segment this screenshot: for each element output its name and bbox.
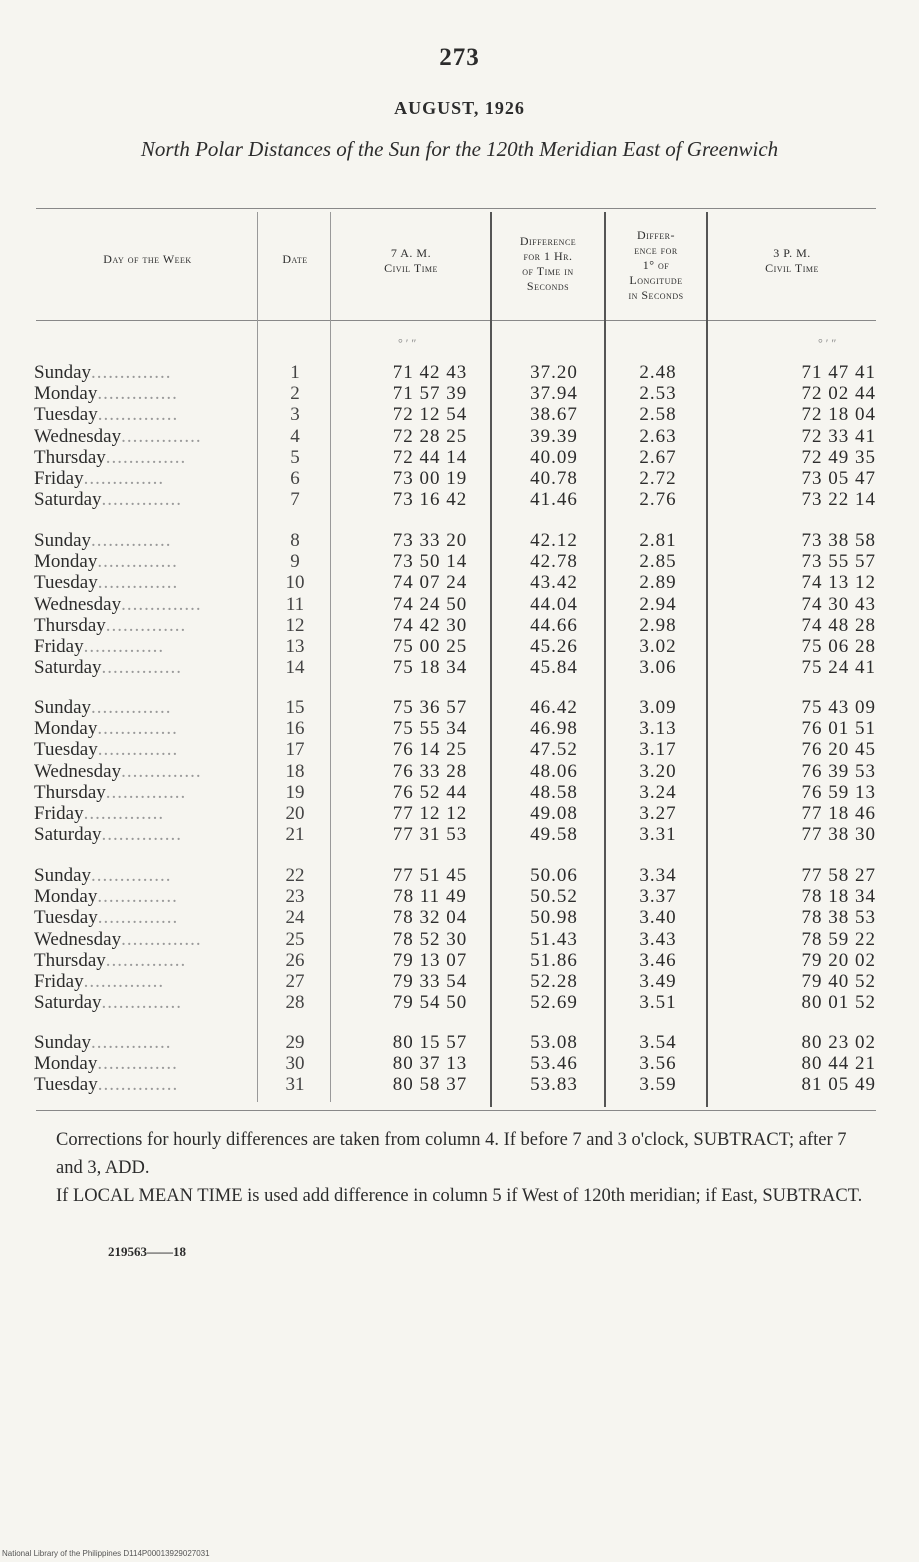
cell-3pm: 76 59 13 bbox=[801, 781, 876, 803]
cell-day: Saturday ..... bbox=[34, 489, 182, 511]
cell-3pm: 73 05 47 bbox=[801, 468, 876, 489]
cell-diff-hour: 42.12 bbox=[530, 530, 578, 551]
header-date bbox=[262, 252, 328, 267]
cell-date: 18 bbox=[285, 760, 305, 782]
table-row bbox=[0, 447, 919, 469]
table-subtitle: North Polar Distances of the Sun for the 120th Meridian East of Greenwich bbox=[140, 137, 779, 161]
cell-date: 19 bbox=[285, 781, 305, 803]
header-diff2-line3: 1° of bbox=[642, 258, 670, 272]
cell-date: 9 bbox=[290, 551, 300, 573]
cell-3pm: 71 47 41 bbox=[801, 362, 876, 383]
cell-diff-longitude: 3.17 bbox=[639, 739, 677, 761]
cell-3pm: 76 20 45 bbox=[801, 739, 876, 761]
header-7am-line2: Civil Time bbox=[384, 261, 438, 275]
table-row bbox=[0, 383, 919, 405]
table-row bbox=[0, 971, 919, 993]
note-line-1: Corrections for hourly differences are taken from column 4. If before 7 and 3 o'clock, SUBTRACT; after 7 and 3, ADD. bbox=[56, 1130, 847, 1178]
cell-day: Thursday ..... bbox=[34, 782, 186, 804]
table-row bbox=[0, 803, 919, 825]
table-row bbox=[0, 551, 919, 573]
cell-3pm: 72 49 35 bbox=[801, 446, 876, 468]
cell-3pm: 75 06 28 bbox=[801, 636, 876, 657]
table-row bbox=[0, 718, 919, 740]
cell-7am: 73 00 19 bbox=[392, 468, 468, 489]
cell-7am: 80 37 13 bbox=[392, 1053, 468, 1075]
cell-7am: 76 52 44 bbox=[392, 781, 468, 803]
cell-7am: 77 31 53 bbox=[392, 824, 468, 846]
footer-tag: National Library of the Philippines D114P00013929027031 bbox=[2, 1549, 210, 1558]
cell-diff-longitude: 3.51 bbox=[639, 992, 677, 1014]
cell-diff-hour: 37.94 bbox=[530, 383, 578, 405]
table-row bbox=[0, 886, 919, 908]
cell-7am: 75 55 34 bbox=[392, 718, 468, 740]
cell-date: 29 bbox=[285, 1032, 305, 1053]
table-row bbox=[0, 824, 919, 846]
cell-3pm: 72 02 44 bbox=[801, 383, 876, 405]
cell-diff-hour: 53.83 bbox=[530, 1074, 578, 1096]
cell-diff-hour: 47.52 bbox=[530, 739, 578, 761]
cell-diff-hour: 49.08 bbox=[530, 803, 578, 824]
table-row bbox=[0, 865, 919, 887]
table-row bbox=[0, 697, 919, 719]
table-row bbox=[0, 761, 919, 783]
cell-diff-longitude: 2.89 bbox=[639, 572, 677, 594]
cell-7am: 80 15 57 bbox=[392, 1032, 468, 1053]
cell-day: Sunday ..... bbox=[34, 865, 172, 887]
cell-7am: 73 33 20 bbox=[392, 530, 468, 551]
table-top-rule bbox=[36, 208, 876, 209]
cell-diff-hour: 44.04 bbox=[530, 593, 578, 615]
cell-7am: 74 07 24 bbox=[392, 572, 468, 594]
table-row bbox=[0, 739, 919, 761]
cell-day: Monday ..... bbox=[34, 718, 178, 740]
cell-day: Sunday ..... bbox=[34, 697, 172, 719]
cell-7am: 76 33 28 bbox=[392, 760, 468, 782]
table-row bbox=[0, 489, 919, 511]
cell-diff-longitude: 3.59 bbox=[639, 1074, 677, 1096]
cell-day: Sunday ..... bbox=[34, 530, 172, 552]
cell-date: 31 bbox=[285, 1074, 305, 1096]
cell-diff-longitude: 2.81 bbox=[639, 530, 677, 551]
cell-day: Sunday ..... bbox=[34, 362, 172, 384]
cell-diff-hour: 53.46 bbox=[530, 1053, 578, 1075]
cell-diff-hour: 46.42 bbox=[530, 697, 578, 718]
header-diff2-line4: Longitude bbox=[629, 273, 683, 287]
cell-3pm: 80 01 52 bbox=[801, 992, 876, 1014]
table-row bbox=[0, 929, 919, 951]
cell-day: Sunday ..... bbox=[34, 1032, 172, 1054]
cell-day: Monday ..... bbox=[34, 1053, 178, 1075]
cell-7am: 78 52 30 bbox=[392, 928, 468, 950]
cell-day: Tuesday ..... bbox=[34, 404, 178, 426]
cell-diff-longitude: 3.27 bbox=[639, 803, 677, 824]
cell-day: Tuesday ..... bbox=[34, 572, 178, 594]
cell-7am: 75 36 57 bbox=[392, 697, 468, 718]
cell-date: 14 bbox=[285, 657, 305, 679]
cell-date: 26 bbox=[285, 949, 305, 971]
cell-diff-longitude: 2.58 bbox=[639, 404, 677, 426]
cell-diff-longitude: 3.37 bbox=[639, 886, 677, 908]
cell-diff-hour: 53.08 bbox=[530, 1032, 578, 1053]
cell-date: 12 bbox=[285, 614, 305, 636]
cell-date: 28 bbox=[285, 992, 305, 1014]
cell-diff-longitude: 2.63 bbox=[639, 425, 677, 447]
cell-7am: 73 16 42 bbox=[392, 489, 468, 511]
cell-7am: 72 28 25 bbox=[392, 425, 468, 447]
cell-3pm: 76 01 51 bbox=[801, 718, 876, 740]
cell-7am: 80 58 37 bbox=[392, 1074, 468, 1096]
header-date-label: Date bbox=[282, 252, 308, 266]
header-difference-hour bbox=[494, 234, 602, 294]
table-row bbox=[0, 404, 919, 426]
table-row bbox=[0, 594, 919, 616]
table-row bbox=[0, 615, 919, 637]
cell-diff-hour: 40.09 bbox=[530, 446, 578, 468]
table-row bbox=[0, 657, 919, 679]
cell-7am: 75 18 34 bbox=[392, 657, 468, 679]
cell-diff-longitude: 3.24 bbox=[639, 781, 677, 803]
header-diff1-line1: Difference bbox=[519, 234, 577, 248]
cell-diff-hour: 40.78 bbox=[530, 468, 578, 489]
cell-date: 30 bbox=[285, 1053, 305, 1075]
cell-7am: 74 24 50 bbox=[392, 593, 468, 615]
cell-diff-longitude: 3.34 bbox=[639, 865, 677, 886]
cell-diff-longitude: 3.09 bbox=[639, 697, 677, 718]
cell-3pm: 72 33 41 bbox=[801, 425, 876, 447]
cell-3pm: 76 39 53 bbox=[801, 760, 876, 782]
table-row bbox=[0, 572, 919, 594]
cell-date: 11 bbox=[285, 593, 305, 615]
table-bottom-rule bbox=[36, 1110, 876, 1111]
cell-day: Thursday ..... bbox=[34, 615, 186, 637]
cell-date: 13 bbox=[285, 636, 305, 657]
table-row bbox=[0, 992, 919, 1014]
cell-date: 15 bbox=[285, 697, 305, 718]
cell-diff-hour: 43.42 bbox=[530, 572, 578, 594]
cell-3pm: 73 22 14 bbox=[801, 489, 876, 511]
header-diff1-line2: for 1 Hr. bbox=[523, 249, 573, 263]
cell-date: 25 bbox=[285, 928, 305, 950]
cell-diff-longitude: 2.48 bbox=[639, 362, 677, 383]
cell-3pm: 72 18 04 bbox=[801, 404, 876, 426]
table-row bbox=[0, 362, 919, 384]
header-diff1-line4: Seconds bbox=[526, 279, 570, 293]
cell-diff-longitude: 3.06 bbox=[639, 657, 677, 679]
cell-day: Monday ..... bbox=[34, 886, 178, 908]
header-day-label: Day of the Week bbox=[103, 252, 192, 266]
cell-3pm: 74 48 28 bbox=[801, 614, 876, 636]
cell-diff-longitude: 2.53 bbox=[639, 383, 677, 405]
cell-3pm: 80 23 02 bbox=[801, 1032, 876, 1053]
cell-diff-longitude: 2.72 bbox=[639, 468, 677, 489]
cell-3pm: 75 24 41 bbox=[801, 657, 876, 679]
cell-diff-hour: 37.20 bbox=[530, 362, 578, 383]
cell-7am: 78 11 49 bbox=[393, 886, 467, 908]
cell-diff-hour: 51.86 bbox=[530, 949, 578, 971]
table-row bbox=[0, 1032, 919, 1054]
cell-diff-hour: 49.58 bbox=[530, 824, 578, 846]
table-row bbox=[0, 426, 919, 448]
header-7am-line1: 7 A. M. bbox=[390, 246, 432, 260]
page-number: 273 bbox=[439, 44, 480, 71]
cell-7am: 78 32 04 bbox=[392, 907, 468, 929]
cell-3pm: 74 30 43 bbox=[801, 593, 876, 615]
cell-day: Saturday ..... bbox=[34, 824, 182, 846]
header-diff1-line3: of Time in bbox=[522, 264, 574, 278]
cell-7am: 77 51 45 bbox=[392, 865, 468, 886]
cell-day: Tuesday ..... bbox=[34, 907, 178, 929]
header-bottom-rule bbox=[36, 320, 876, 321]
cell-day: Thursday ..... bbox=[34, 950, 186, 972]
cell-diff-longitude: 3.54 bbox=[639, 1032, 677, 1053]
cell-3pm: 79 40 52 bbox=[801, 971, 876, 992]
header-7am bbox=[335, 246, 487, 276]
table-row bbox=[0, 907, 919, 929]
month-title: AUGUST, 1926 bbox=[394, 98, 525, 118]
cell-day: Monday ..... bbox=[34, 383, 178, 405]
table-row bbox=[0, 1074, 919, 1096]
table-row bbox=[0, 636, 919, 658]
header-difference-longitude bbox=[607, 228, 705, 303]
cell-diff-longitude: 2.85 bbox=[639, 551, 677, 573]
header-3pm-line1: 3 P. M. bbox=[773, 246, 811, 260]
cell-diff-longitude: 3.49 bbox=[639, 971, 677, 992]
cell-date: 10 bbox=[285, 572, 305, 594]
cell-day: Saturday ..... bbox=[34, 657, 182, 679]
cell-diff-hour: 48.58 bbox=[530, 781, 578, 803]
cell-date: 21 bbox=[285, 824, 305, 846]
cell-date: 22 bbox=[285, 865, 305, 886]
cell-day: Tuesday ..... bbox=[34, 1074, 178, 1096]
cell-diff-hour: 45.26 bbox=[530, 636, 578, 657]
cell-day: Wednesday ..... bbox=[34, 929, 202, 951]
cell-date: 20 bbox=[285, 803, 305, 824]
cell-diff-longitude: 3.31 bbox=[639, 824, 677, 846]
cell-7am: 79 54 50 bbox=[392, 992, 468, 1014]
cell-diff-hour: 42.78 bbox=[530, 551, 578, 573]
unit-degrees-am: ° ′ ″ bbox=[398, 336, 417, 350]
cell-3pm: 77 58 27 bbox=[801, 865, 876, 886]
cell-3pm: 74 13 12 bbox=[801, 572, 876, 594]
cell-day: Monday ..... bbox=[34, 551, 178, 573]
cell-date: 1 bbox=[290, 362, 300, 383]
cell-day: Wednesday ..... bbox=[34, 426, 202, 448]
cell-day: Wednesday ..... bbox=[34, 761, 202, 783]
cell-diff-hour: 41.46 bbox=[530, 489, 578, 511]
header-diff2-line1: Differ- bbox=[637, 228, 675, 242]
cell-3pm: 79 20 02 bbox=[801, 949, 876, 971]
table-row bbox=[0, 950, 919, 972]
header-3pm-line2: Civil Time bbox=[765, 261, 819, 275]
cell-7am: 71 42 43 bbox=[392, 362, 468, 383]
table-row bbox=[0, 1053, 919, 1075]
cell-day: Saturday ..... bbox=[34, 992, 182, 1014]
header-diff2-line5: in Seconds bbox=[628, 288, 684, 302]
cell-3pm: 73 38 58 bbox=[801, 530, 876, 551]
cell-diff-longitude: 3.02 bbox=[639, 636, 677, 657]
cell-diff-longitude: 3.40 bbox=[639, 907, 677, 929]
cell-date: 27 bbox=[285, 971, 305, 992]
cell-date: 8 bbox=[290, 530, 300, 551]
cell-7am: 76 14 25 bbox=[392, 739, 468, 761]
cell-day: Friday ..... bbox=[34, 468, 164, 490]
cell-date: 3 bbox=[290, 404, 300, 426]
header-diff2-line2: ence for bbox=[634, 243, 678, 257]
cell-7am: 74 42 30 bbox=[392, 614, 468, 636]
cell-day: Thursday ..... bbox=[34, 447, 186, 469]
cell-diff-longitude: 2.76 bbox=[639, 489, 677, 511]
table-row bbox=[0, 530, 919, 552]
notes bbox=[56, 1126, 876, 1210]
cell-7am: 79 13 07 bbox=[392, 949, 468, 971]
cell-diff-hour: 38.67 bbox=[530, 404, 578, 426]
cell-3pm: 73 55 57 bbox=[801, 551, 876, 573]
cell-diff-longitude: 2.67 bbox=[639, 446, 677, 468]
cell-3pm: 77 38 30 bbox=[801, 824, 876, 846]
cell-diff-hour: 48.06 bbox=[530, 760, 578, 782]
cell-7am: 71 57 39 bbox=[392, 383, 468, 405]
cell-3pm: 78 18 34 bbox=[801, 886, 876, 908]
cell-7am: 77 12 12 bbox=[392, 803, 468, 824]
print-code: 219563——18 bbox=[108, 1244, 186, 1259]
cell-7am: 73 50 14 bbox=[392, 551, 468, 573]
table-row bbox=[0, 468, 919, 490]
note-line-2: If LOCAL MEAN TIME is used add difference in column 5 if West of 120th meridian; if East, SUBTRACT. bbox=[56, 1186, 863, 1206]
cell-diff-hour: 44.66 bbox=[530, 614, 578, 636]
header-day-of-week bbox=[40, 252, 255, 267]
cell-diff-longitude: 3.13 bbox=[639, 718, 677, 740]
cell-diff-hour: 52.69 bbox=[530, 992, 578, 1014]
cell-diff-hour: 50.52 bbox=[530, 886, 578, 908]
cell-date: 23 bbox=[285, 886, 305, 908]
table-row bbox=[0, 782, 919, 804]
unit-degrees-pm: ° ′ ″ bbox=[818, 336, 837, 350]
cell-3pm: 78 38 53 bbox=[801, 907, 876, 929]
cell-date: 17 bbox=[285, 739, 305, 761]
cell-date: 4 bbox=[290, 425, 300, 447]
cell-day: Friday ..... bbox=[34, 636, 164, 658]
cell-diff-hour: 39.39 bbox=[530, 425, 578, 447]
cell-7am: 75 00 25 bbox=[392, 636, 468, 657]
cell-diff-hour: 51.43 bbox=[530, 928, 578, 950]
cell-3pm: 75 43 09 bbox=[801, 697, 876, 718]
cell-diff-longitude: 3.46 bbox=[639, 949, 677, 971]
cell-diff-longitude: 3.20 bbox=[639, 760, 677, 782]
cell-diff-hour: 52.28 bbox=[530, 971, 578, 992]
cell-diff-hour: 46.98 bbox=[530, 718, 578, 740]
cell-date: 5 bbox=[290, 446, 300, 468]
cell-diff-hour: 45.84 bbox=[530, 657, 578, 679]
header-3pm bbox=[712, 246, 872, 276]
cell-date: 24 bbox=[285, 907, 305, 929]
cell-3pm: 77 18 46 bbox=[801, 803, 876, 824]
cell-diff-longitude: 2.98 bbox=[639, 614, 677, 636]
cell-date: 7 bbox=[290, 489, 300, 511]
cell-diff-hour: 50.98 bbox=[530, 907, 578, 929]
cell-date: 6 bbox=[290, 468, 300, 489]
cell-3pm: 81 05 49 bbox=[801, 1074, 876, 1096]
cell-diff-longitude: 3.43 bbox=[639, 928, 677, 950]
cell-7am: 79 33 54 bbox=[392, 971, 468, 992]
cell-day: Friday ..... bbox=[34, 971, 164, 993]
cell-3pm: 78 59 22 bbox=[801, 928, 876, 950]
cell-diff-hour: 50.06 bbox=[530, 865, 578, 886]
cell-3pm: 80 44 21 bbox=[801, 1053, 876, 1075]
cell-diff-longitude: 2.94 bbox=[639, 593, 677, 615]
cell-day: Friday ..... bbox=[34, 803, 164, 825]
cell-day: Tuesday ..... bbox=[34, 739, 178, 761]
cell-7am: 72 12 54 bbox=[392, 404, 468, 426]
cell-7am: 72 44 14 bbox=[392, 446, 468, 468]
cell-date: 2 bbox=[290, 383, 300, 405]
cell-diff-longitude: 3.56 bbox=[639, 1053, 677, 1075]
cell-date: 16 bbox=[285, 718, 305, 740]
cell-day: Wednesday ..... bbox=[34, 594, 202, 616]
